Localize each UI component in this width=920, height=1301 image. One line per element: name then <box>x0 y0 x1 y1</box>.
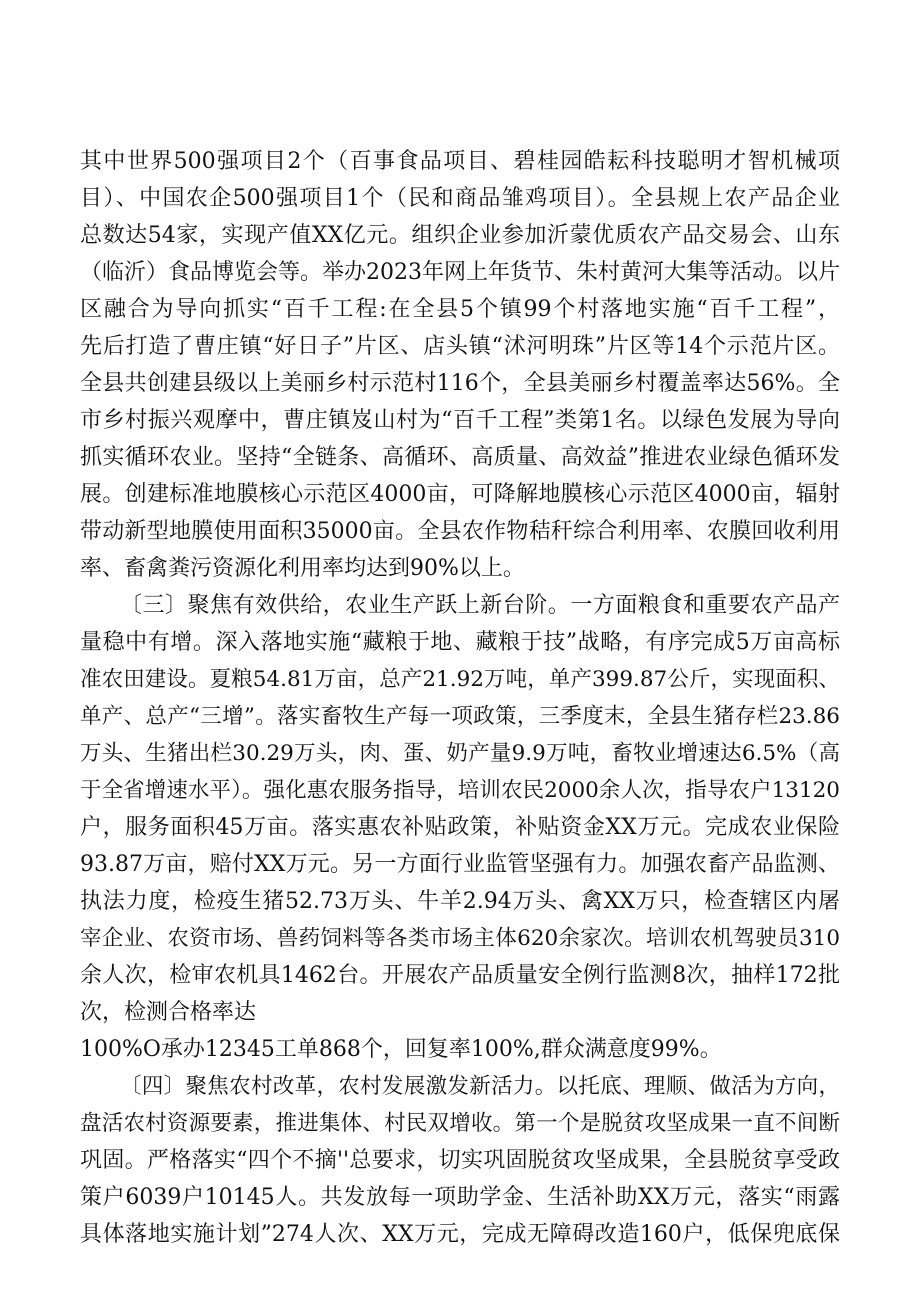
text-line: 展。创建标准地膜核心示范区4000亩，可降解地膜核心示范区4000亩，辐射 <box>80 482 840 507</box>
text-line: 先后打造了曹庄镇“好日子”片区、店头镇“沭河明珠”片区等14个示范片区。 <box>80 334 840 359</box>
text-line: 万头、生猪出栏30.29万头，肉、蛋、奶产量9.9万吨，畜牧业增速达6.5%（高 <box>80 741 840 766</box>
text-line: 93.87万亩，赔付XX万元。另一方面行业监管坚强有力。加强农畜产品监测、 <box>80 852 840 877</box>
section-heading-line: 〔四〕聚焦农村改革，农村发展激发新活力。以托底、理顺、做活为方向， <box>120 1074 840 1099</box>
text-line: 抓实循环农业。坚持“全链条、高循环、高质量、高效益”推进农业绿色循环发 <box>80 445 840 470</box>
text-line: 于全省增速水平）。强化惠农服务指导，培训农民2000余人次，指导农户13120 <box>80 778 840 803</box>
text-line: 策户6039户10145人。共发放每一项助学金、生活补助XX万元，落实“雨露 <box>80 1185 841 1210</box>
text-line: 单产、总产“三增”。落实畜牧生产每一项政策，三季度末，全县生猪存栏23.86 <box>80 704 840 729</box>
text-line: 区融合为导向抓实“百千工程:在全县5个镇99个村落地实施“百千工程”， <box>80 297 840 322</box>
text-line: 次，检测合格率达 <box>80 1000 257 1025</box>
text-line: 户，服务面积45万亩。落实惠农补贴政策，补贴资金XX万元。完成农业保险 <box>80 815 840 840</box>
text-line: 巩固。严格落实“四个不摘''总要求，切实巩固脱贫攻坚成果，全县脱贫享受政 <box>80 1148 840 1173</box>
text-line: 余人次，检审农机具1462台。开展农产品质量安全例行监测8次，抽样172批 <box>80 963 840 988</box>
text-line: 市乡村振兴观摩中，曹庄镇岌山村为“百千工程”类第1名。以绿色发展为导向 <box>80 408 840 433</box>
text-line: 总数达54家，实现产值XX亿元。组织企业参加沂蒙优质农产品交易会、山东 <box>80 223 840 248</box>
text-line: 盘活农村资源要素，推进集体、村民双增收。第一个是脱贫攻坚成果一直不间断 <box>80 1111 840 1136</box>
text-line: 目）、中国农企500强项目1个（民和商品雏鸡项目）。全县规上农产品企业 <box>80 186 840 211</box>
text-line: 执法力度，检疫生猪52.73万头、牛羊2.94万头、禽XX万只，检查辖区内屠 <box>80 889 840 914</box>
text-line: 准农田建设。夏粮54.81万亩，总产21.92万吨，单产399.87公斤，实现面积、 <box>80 667 840 692</box>
text-line: 量稳中有增。深入落地实施“藏粮于地、藏粮于技”战略，有序完成5万亩高标 <box>80 630 840 655</box>
text-line: 100%O承办12345工单868个，回复率100%,群众满意度99%。 <box>80 1037 722 1062</box>
text-line: （临沂）食品博览会等。举办2023年网上年货节、朱村黄河大集等活动。以片 <box>80 260 840 285</box>
text-line: 全县共创建县级以上美丽乡村示范村116个，全县美丽乡村覆盖率达56%。全 <box>80 371 840 396</box>
text-line: 带动新型地膜使用面积35000亩。全县农作物秸秆综合利用率、农膜回收利用 <box>80 519 840 544</box>
section-heading-line: 〔三〕聚焦有效供给，农业生产跃上新台阶。一方面粮食和重要农产品产 <box>120 593 840 618</box>
text-line: 率、畜禽粪污资源化利用率均达到90%以上。 <box>80 556 525 581</box>
text-line: 具体落地实施计划”274人次、XX万元，完成无障碍改造160户，低保兜底保 <box>80 1222 840 1247</box>
text-line: 宰企业、农资市场、兽药饲料等各类市场主体620余家次。培训农机驾驶员310 <box>80 926 840 951</box>
text-line: 其中世界500强项目2个（百事食品项目、碧桂园皓耘科技聪明才智机械项 <box>80 149 840 174</box>
